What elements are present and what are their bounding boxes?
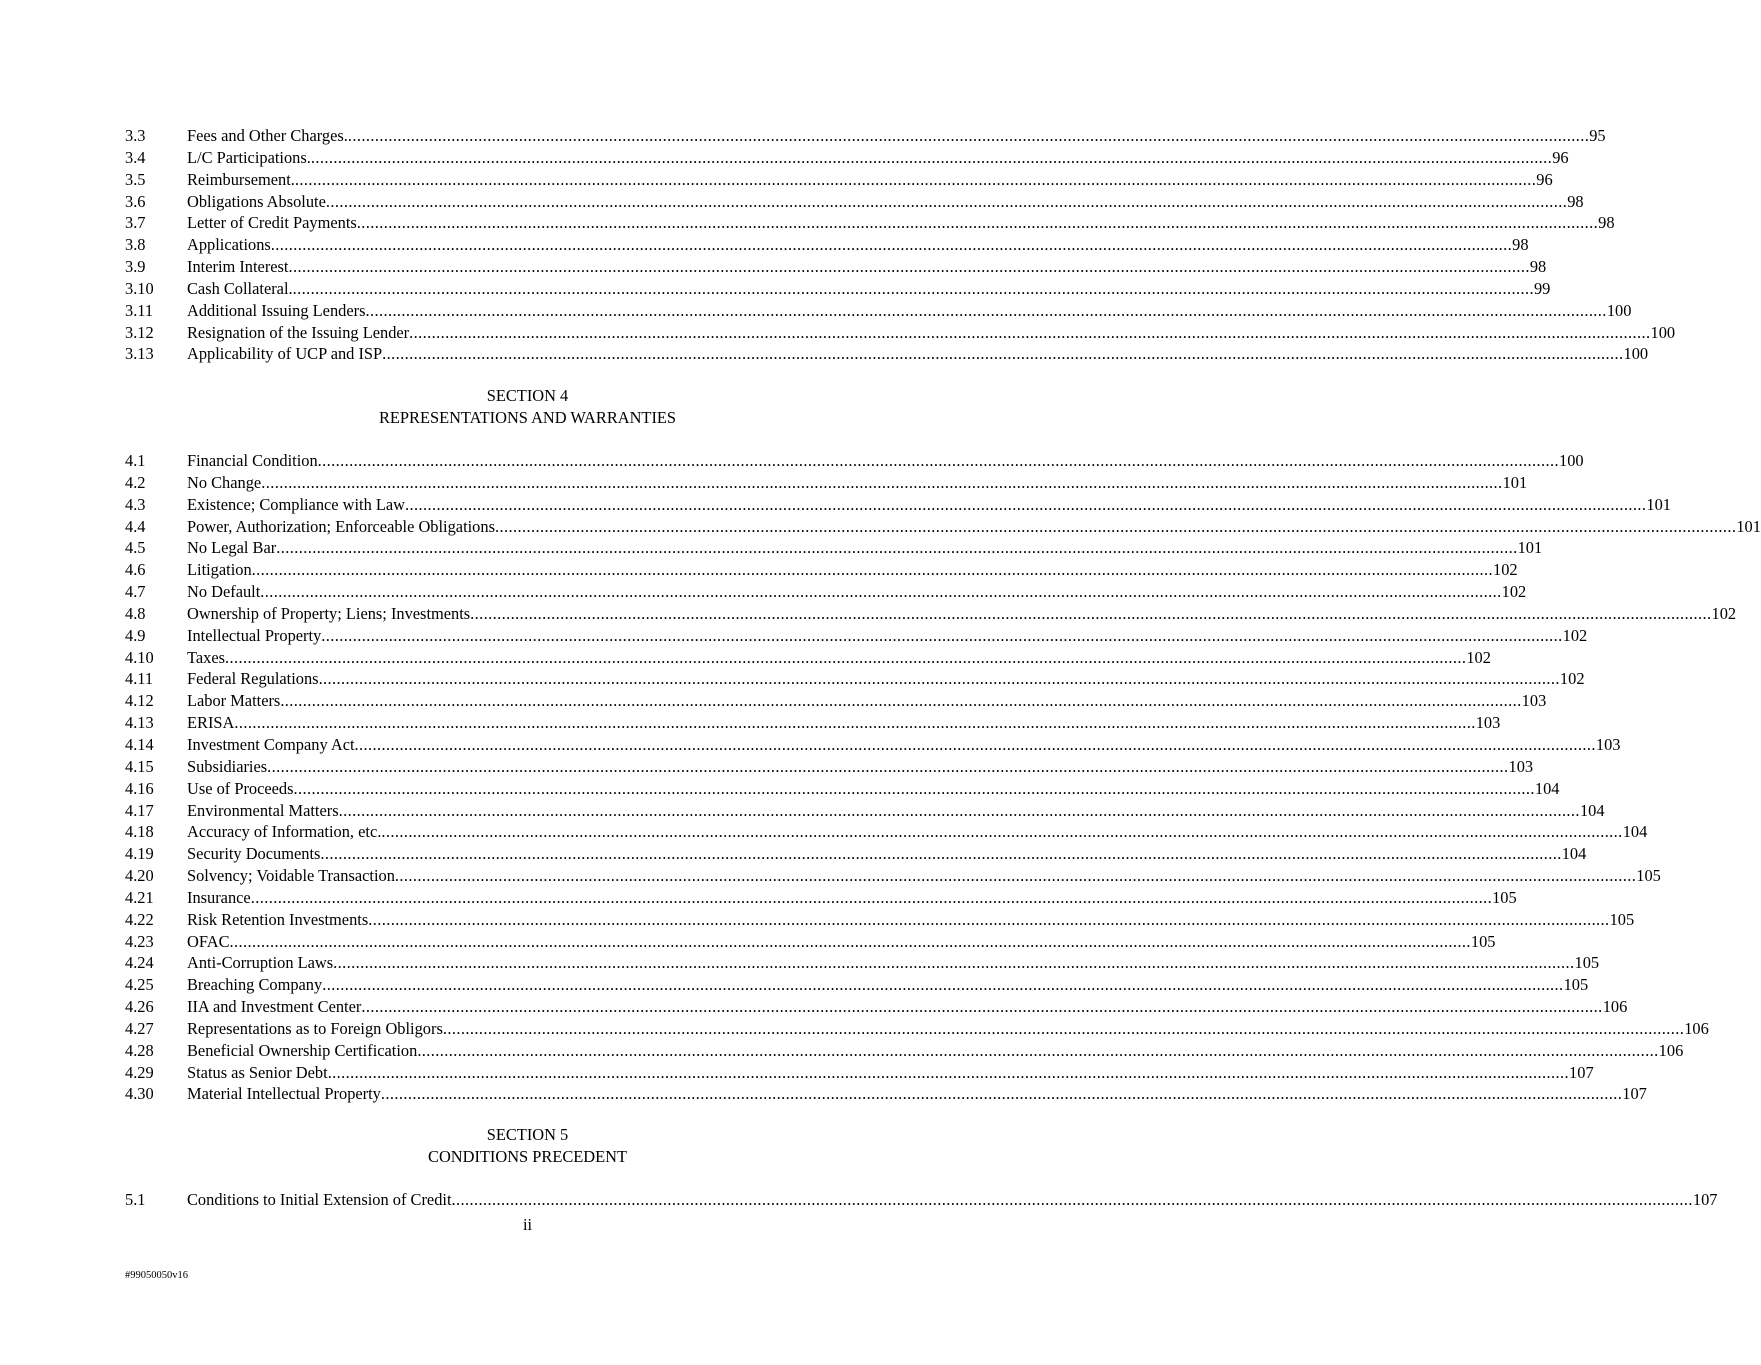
toc-entry-page: 102 <box>1493 560 1518 580</box>
toc-entry-title: L/C Participations. <box>187 147 311 167</box>
toc-entry[interactable] <box>125 1040 1684 1062</box>
toc-section-5-list <box>125 1189 1718 1211</box>
toc-dot-leader <box>365 300 1606 322</box>
toc-entry[interactable] <box>125 256 1547 278</box>
toc-entry-page: 105 <box>1636 866 1661 886</box>
toc-dot-leader <box>443 1018 1684 1040</box>
toc-entry-title: Environmental Matters <box>187 800 339 820</box>
toc-entry-number: 4.4 <box>125 516 146 536</box>
toc-entry-page: 96 <box>1552 147 1569 167</box>
toc-entry-page: 98 <box>1529 257 1547 277</box>
toc-entry-number: 4.26 <box>125 997 154 1017</box>
toc-entry-number: 4.10 <box>125 647 154 667</box>
toc-entry-number: 4.30 <box>125 1084 154 1104</box>
toc-entry[interactable] <box>125 169 1553 191</box>
toc-entry[interactable] <box>125 494 1671 516</box>
toc-entry-number: 4.25 <box>125 975 154 995</box>
toc-entry-number: 3.9 <box>125 257 146 277</box>
toc-entry-number: 4.8 <box>125 603 146 623</box>
toc-entry-title: Conditions to Initial Extension of Credit <box>187 1190 452 1209</box>
section-5-title: CONDITIONS PRECEDENT <box>428 1147 627 1166</box>
toc-dot-leader <box>368 909 1609 931</box>
toc-entry-page: 101 <box>1736 516 1761 536</box>
toc-entry-number: 4.14 <box>125 734 154 754</box>
toc-entry-number: 4.5 <box>125 538 146 558</box>
toc-entry-number: 4.2 <box>125 472 146 492</box>
toc-dot-leader <box>339 800 1580 822</box>
toc-entry[interactable] <box>125 537 1543 559</box>
toc-entry-page: 107 <box>1692 1190 1718 1209</box>
toc-dot-leader <box>333 952 1574 974</box>
toc-dot-leader <box>322 974 1563 996</box>
toc-entry-number: 3.7 <box>125 213 146 233</box>
toc-entry[interactable] <box>125 322 1676 344</box>
toc-dot-leader <box>280 690 1521 712</box>
toc-entry-number: 4.15 <box>125 756 154 776</box>
toc-entry-page: 105 <box>1574 953 1600 973</box>
toc-dot-leader <box>395 865 1636 887</box>
toc-entry-title: No Change <box>187 472 262 492</box>
toc-entry-page: 104 <box>1622 822 1648 842</box>
toc-entry-title: Additional Issuing Lenders <box>187 300 366 320</box>
toc-dot-leader <box>320 843 1561 865</box>
toc-dot-leader <box>260 581 1501 603</box>
toc-entry-title: Breaching Company <box>187 975 323 995</box>
toc-entry-number: 4.27 <box>125 1018 154 1038</box>
toc-entry-title: Resignation of the Issuing Lender <box>187 322 410 342</box>
toc-entry-number: 5.1 <box>125 1190 146 1209</box>
toc-entry-title: Interim Interest <box>187 257 289 277</box>
toc-entry-number: 4.17 <box>125 800 154 820</box>
toc-entry-title: No Default <box>187 582 261 602</box>
toc-entry[interactable] <box>125 125 1606 147</box>
toc-entry-number: 4.29 <box>125 1062 154 1082</box>
toc-entry[interactable] <box>125 343 1649 365</box>
toc-entry-title: Security Documents <box>187 844 321 864</box>
toc-entry-page: 98 <box>1512 235 1529 255</box>
toc-entry-page: 105 <box>1470 931 1496 951</box>
toc-entry-title: Material Intellectual Property <box>187 1084 381 1104</box>
section-4-heading: SECTION 4 <box>486 386 569 405</box>
toc-entry-page: 107 <box>1622 1084 1647 1104</box>
toc-entry-title: Insurance <box>187 887 251 907</box>
toc-entry-title: Representations as to Foreign Obligors <box>187 1018 443 1038</box>
toc-entry-title: Subsidiaries <box>187 756 268 776</box>
toc-dot-leader <box>293 278 1534 300</box>
toc-entry[interactable] <box>125 865 1661 887</box>
toc-entry[interactable] <box>125 800 1605 822</box>
toc-entry-number: 4.19 <box>125 844 154 864</box>
toc-entry[interactable] <box>125 191 1584 213</box>
toc-dot-leader <box>348 125 1589 147</box>
toc-dot-leader <box>261 472 1502 494</box>
toc-entry-number: 4.24 <box>125 953 154 973</box>
toc-entry-number: 4.22 <box>125 909 154 929</box>
toc-entry-page: 102 <box>1562 625 1588 645</box>
toc-entry-title: Letter of Credit Payments <box>187 213 357 233</box>
toc-entry-page: 102 <box>1466 647 1491 667</box>
toc-dot-leader <box>381 821 1622 843</box>
toc-dot-leader <box>409 322 1650 344</box>
toc-entry[interactable] <box>125 212 1615 234</box>
toc-dot-leader <box>319 668 1560 690</box>
toc-entry-page: 104 <box>1579 800 1605 820</box>
toc-entry-page: 96 <box>1536 169 1553 189</box>
toc-entry-title: Use of Proceeds <box>187 778 294 798</box>
toc-dot-leader <box>328 1062 1569 1084</box>
toc-entry-page: 105 <box>1609 909 1635 929</box>
toc-dot-leader <box>267 756 1508 778</box>
toc-entry-page: 100 <box>1650 322 1676 342</box>
toc-entry[interactable] <box>125 647 1491 669</box>
toc-dot-leader <box>271 234 1512 256</box>
toc-dot-leader <box>289 256 1530 278</box>
toc-entry-number: 4.12 <box>125 691 154 711</box>
toc-entry-number: 4.6 <box>125 560 146 580</box>
toc-entry-title: No Legal Bar <box>187 538 277 558</box>
toc-entry[interactable] <box>125 756 1534 778</box>
toc-entry[interactable] <box>125 603 1737 625</box>
toc-entry[interactable] <box>125 952 1600 974</box>
toc-entry-page: 106 <box>1602 997 1628 1017</box>
toc-dot-leader <box>321 625 1562 647</box>
toc-entry-title: ERISA <box>187 713 235 733</box>
toc-entry[interactable] <box>125 734 1621 756</box>
toc-dot-leader <box>382 343 1623 365</box>
toc-entry-number: 3.8 <box>125 235 146 255</box>
toc-dot-leader <box>294 778 1535 800</box>
toc-entry[interactable] <box>125 712 1501 734</box>
toc-entry-page: 101 <box>1502 472 1528 492</box>
toc-entry-title: Investment Company Act <box>187 734 355 754</box>
toc-entry-page: 101 <box>1517 538 1543 558</box>
toc-entry-number: 4.23 <box>125 931 154 951</box>
toc-entry-page: 103 <box>1508 756 1534 776</box>
toc-entry[interactable] <box>125 1189 1718 1211</box>
toc-entry-number: 4.13 <box>125 713 154 733</box>
toc-entry-title: Obligations Absolute <box>187 191 326 211</box>
toc-entry[interactable] <box>125 450 1584 472</box>
toc-dot-leader <box>452 1189 1693 1211</box>
toc-entry-title: Intellectual Property <box>187 625 322 645</box>
toc-entry[interactable] <box>125 974 1589 996</box>
toc-entry-number: 3.12 <box>125 322 154 342</box>
toc-entry[interactable] <box>125 472 1528 494</box>
toc-entry-page: 103 <box>1595 734 1621 754</box>
toc-dot-leader <box>295 169 1536 191</box>
toc-entry-title: Financial Condition <box>187 451 318 470</box>
toc-dot-leader <box>470 603 1711 625</box>
toc-entry-title: Existence; Compliance with Law <box>187 494 406 514</box>
section-5-heading: SECTION 5 <box>486 1125 569 1144</box>
toc-entry-number: 3.13 <box>125 344 154 364</box>
toc-entry-page: 104 <box>1561 844 1587 864</box>
toc-entry-page: 98 <box>1598 213 1615 233</box>
toc-entry-page: 100 <box>1559 451 1584 470</box>
toc-entry-number: 4.28 <box>125 1040 154 1060</box>
toc-entry-title: Power, Authorization; Enforceable Obligations <box>187 516 495 536</box>
toc-dot-leader <box>318 450 1559 472</box>
toc-entry-number: 4.11 <box>125 669 154 689</box>
toc-entry-number: 4.7 <box>125 582 146 602</box>
toc-entry-title: Beneficial Ownership Certification <box>187 1040 418 1060</box>
toc-entry-title: Anti-Corruption Laws <box>187 953 334 973</box>
toc-entry-number: 3.4 <box>125 147 146 167</box>
toc-dot-leader <box>405 494 1646 516</box>
toc-entry-page: 107 <box>1569 1062 1594 1082</box>
toc-entry-title: Applications <box>187 235 271 255</box>
toc-entry-title: Litigation <box>187 560 252 580</box>
toc-entry[interactable] <box>125 1083 1647 1105</box>
toc-dot-leader <box>326 191 1567 213</box>
toc-entry[interactable] <box>125 887 1517 909</box>
toc-entry-number: 3.5 <box>125 169 146 189</box>
toc-entry-page: 101 <box>1646 494 1671 514</box>
toc-entry-page: 103 <box>1475 713 1501 733</box>
toc-entry-title: Status as Senior Debt <box>187 1062 328 1082</box>
toc-entry[interactable] <box>125 559 1518 581</box>
toc-entry-title: Fees and Other Charges. <box>187 126 348 145</box>
toc-entry[interactable] <box>125 516 1761 538</box>
toc-dot-leader <box>361 996 1602 1018</box>
toc-dot-leader <box>234 712 1475 734</box>
toc-entry[interactable] <box>125 931 1496 953</box>
toc-entry-title: Applicability of UCP and ISP <box>187 344 383 364</box>
toc-dot-leader <box>225 647 1466 669</box>
toc-entry-number: 3.11 <box>125 300 154 320</box>
toc-entry[interactable] <box>125 843 1587 865</box>
toc-dot-leader <box>355 734 1596 756</box>
toc-entry-title: Federal Regulations <box>187 669 319 689</box>
toc-dot-leader <box>495 516 1736 538</box>
toc-entry[interactable] <box>125 668 1585 690</box>
toc-entry-page: 106 <box>1658 1040 1684 1060</box>
toc-entry-number: 4.21 <box>125 887 154 907</box>
toc-entry[interactable] <box>125 300 1632 322</box>
toc-entry-page: 98 <box>1567 191 1584 211</box>
toc-entry-title: IIA and Investment Center <box>187 997 362 1017</box>
toc-entry[interactable] <box>125 1062 1594 1084</box>
toc-entry-page: 102 <box>1501 582 1527 602</box>
toc-entry-page: 102 <box>1711 603 1737 623</box>
toc-entry[interactable] <box>125 909 1635 931</box>
toc-entry-title: Cash Collateral. <box>187 278 293 298</box>
toc-entry-number: 3.10 <box>125 278 154 298</box>
toc-entry-number: 4.3 <box>125 494 146 514</box>
toc-entry[interactable] <box>125 778 1560 800</box>
toc-entry-title: Reimbursement. <box>187 169 295 189</box>
toc-entry-title: Risk Retention Investments <box>187 909 369 929</box>
toc-entry-title: Accuracy of Information, etc. <box>187 822 382 842</box>
toc-dot-leader <box>357 212 1598 234</box>
toc-section-4-list <box>125 450 1761 1105</box>
toc-entry[interactable] <box>125 821 1648 843</box>
toc-entry[interactable] <box>125 147 1569 169</box>
toc-entry[interactable] <box>125 690 1547 712</box>
document-id: #99050050v16 <box>125 1270 188 1281</box>
toc-entry[interactable] <box>125 625 1588 647</box>
toc-dot-leader <box>252 559 1493 581</box>
toc-entry-number: 3.6 <box>125 191 146 211</box>
toc-entry-number: 4.16 <box>125 778 154 798</box>
toc-entry-page: 106 <box>1684 1018 1709 1038</box>
toc-entry[interactable] <box>125 581 1527 603</box>
toc-dot-leader <box>276 537 1517 559</box>
toc-entry-title: Taxes <box>187 647 225 667</box>
toc-dot-leader <box>251 887 1492 909</box>
toc-entry-title: OFAC <box>187 931 230 951</box>
toc-entry-page: 104 <box>1534 778 1560 798</box>
toc-entry-title: Labor Matters <box>187 691 281 711</box>
toc-entry[interactable] <box>125 996 1628 1018</box>
toc-dot-leader <box>311 147 1552 169</box>
toc-entry[interactable] <box>125 234 1529 256</box>
toc-entry-number: 4.18 <box>125 822 154 842</box>
toc-dot-leader <box>230 931 1471 953</box>
toc-entry-number: 4.1 <box>125 451 146 470</box>
toc-entry-number: 4.9 <box>125 625 146 645</box>
toc-entry-page: 105 <box>1563 975 1589 995</box>
toc-entry-page: 102 <box>1559 669 1585 689</box>
toc-entry[interactable] <box>125 278 1551 300</box>
toc-dot-leader <box>417 1040 1658 1062</box>
toc-entry[interactable] <box>125 1018 1709 1040</box>
toc-dot-leader <box>381 1083 1622 1105</box>
toc-entry-number: 4.20 <box>125 866 154 886</box>
toc-entry-page: 100 <box>1623 344 1649 364</box>
toc-entry-page: 99 <box>1533 278 1551 298</box>
toc-section-3-list <box>125 125 1676 365</box>
toc-entry-page: 103 <box>1521 691 1547 711</box>
toc-entry-number: 3.3 <box>125 126 146 145</box>
toc-entry-page: 105 <box>1492 887 1517 907</box>
toc-entry-page: 95 <box>1589 126 1606 145</box>
toc-entry-title: Ownership of Property; Liens; Investments <box>187 603 471 623</box>
page-number: ii <box>522 1215 533 1234</box>
toc-entry-page: 100 <box>1606 300 1632 320</box>
toc-entry-title: Solvency; Voidable Transaction <box>187 866 395 886</box>
section-4-title: REPRESENTATIONS AND WARRANTIES <box>378 408 677 427</box>
